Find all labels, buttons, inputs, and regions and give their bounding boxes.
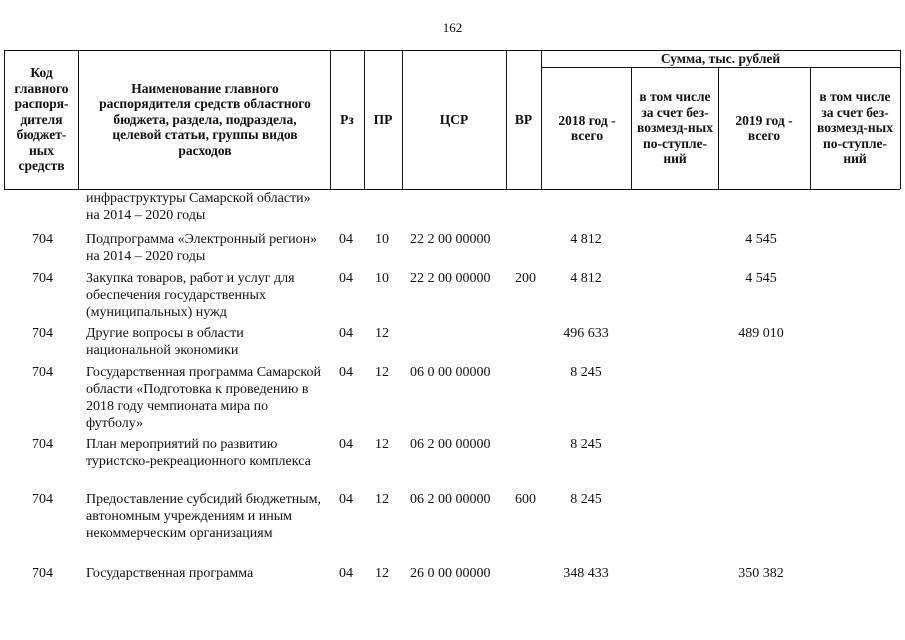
cell-name: Другие вопросы в области национальной экономики xyxy=(86,326,244,358)
cell-rz: 04 xyxy=(339,326,353,341)
header-2018-total: 2018 год - всего xyxy=(558,112,616,143)
cell-pr: 10 xyxy=(375,232,389,247)
cell-name: Подпрограмма «Электронный регион» на 2014 – 2020 годы xyxy=(86,232,318,264)
cell-vr: 600 xyxy=(515,492,536,507)
header-2019-free: в том числе за счет без-возмезд-ных по-ступле-ний xyxy=(817,89,893,167)
cell-csr: 06 2 00 00000 xyxy=(410,492,491,507)
header-code: Код главного распоря-дителя бюджет-ных средств xyxy=(14,65,69,174)
cell-code: 704 xyxy=(32,232,53,247)
cell-csr: 22 2 00 00000 xyxy=(410,271,491,286)
header-rz: Рз xyxy=(340,111,354,127)
cell-s18: 4 812 xyxy=(570,232,602,247)
cell-rz: 04 xyxy=(339,365,353,380)
cell-name: План мероприятий по развитию туристско-рекреационного комплекса xyxy=(86,437,311,469)
cell-name: Предоставление субсидий бюджетным, автономным учреждениям и иным некоммерческим организациям xyxy=(86,492,322,541)
header-vr: ВР xyxy=(514,111,533,127)
cell-name: Закупка товаров, работ и услуг для обеспечения государственных (муниципальных) нужд xyxy=(86,271,295,320)
header-sum: Сумма, тыс. рублей xyxy=(660,50,781,66)
cell-s18: 348 433 xyxy=(563,566,609,581)
cell-rz: 04 xyxy=(339,437,353,452)
header-2018-free: в том числе за счет без-возмезд-ных по-ступле-ний xyxy=(637,89,713,167)
cell-name: Государственная программа xyxy=(86,566,254,581)
cell-csr: 26 0 00 00000 xyxy=(410,566,491,581)
cell-rz: 04 xyxy=(339,232,353,247)
cell-pr: 12 xyxy=(375,437,389,452)
cell-code: 704 xyxy=(32,492,53,507)
cell-csr: 06 0 00 00000 xyxy=(410,365,491,380)
cell-name: Государственная программа Самарской области «Подготовка к проведению в 2018 году чемпионата мира по футболу» xyxy=(86,365,322,431)
cell-pr: 12 xyxy=(375,566,389,581)
cell-name: инфраструктуры Самарской области» на 2014 – 2020 годы xyxy=(86,191,311,223)
header-csr: ЦСР xyxy=(439,111,469,127)
cell-rz: 04 xyxy=(339,566,353,581)
cell-pr: 12 xyxy=(375,492,389,507)
cell-s18: 8 245 xyxy=(570,492,602,507)
cell-s18: 8 245 xyxy=(570,365,602,380)
table-header xyxy=(4,50,900,189)
cell-s18: 496 633 xyxy=(563,326,609,341)
cell-pr: 12 xyxy=(375,365,389,380)
cell-csr: 22 2 00 00000 xyxy=(410,232,491,247)
page-number: 162 xyxy=(442,20,463,35)
cell-code: 704 xyxy=(32,437,53,452)
cell-pr: 10 xyxy=(375,271,389,286)
header-2019-total: 2019 год - всего xyxy=(735,112,793,143)
cell-rz: 04 xyxy=(339,271,353,286)
header-name: Наименование главного распорядителя средств областного бюджета, раздела, подраздела, целевой статьи, группы видов расходов xyxy=(99,80,311,158)
cell-s19: 4 545 xyxy=(745,232,777,247)
cell-code: 704 xyxy=(32,271,53,286)
cell-code: 704 xyxy=(32,326,53,341)
cell-vr: 200 xyxy=(515,271,536,286)
cell-csr: 06 2 00 00000 xyxy=(410,437,491,452)
cell-pr: 12 xyxy=(375,326,389,341)
cell-s18: 8 245 xyxy=(570,437,602,452)
cell-s18: 4 812 xyxy=(570,271,602,286)
cell-s19: 489 010 xyxy=(738,326,784,341)
cell-rz: 04 xyxy=(339,492,353,507)
cell-code: 704 xyxy=(32,566,53,581)
header-pr: ПР xyxy=(373,111,393,127)
cell-s19: 4 545 xyxy=(745,271,777,286)
cell-s19: 350 382 xyxy=(738,566,784,581)
cell-code: 704 xyxy=(32,365,53,380)
